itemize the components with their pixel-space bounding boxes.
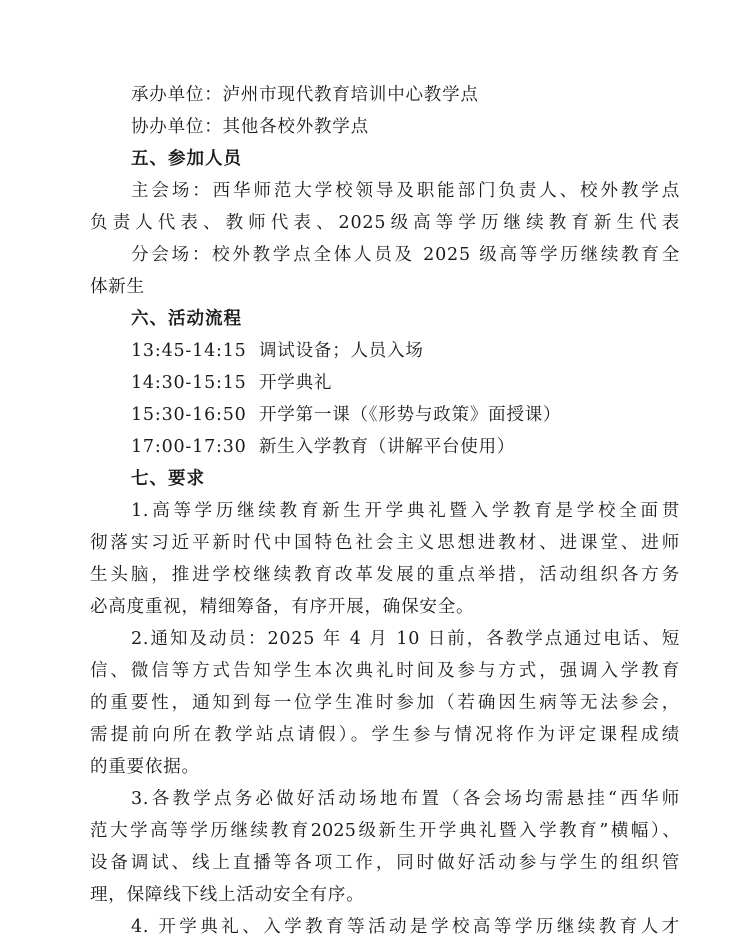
section-6-heading: 六、活动流程 (131, 309, 242, 329)
schedule-item: 开学典礼 (259, 373, 333, 393)
schedule-row (131, 435, 515, 459)
co-organizer-line: 协办单位：其他各校外教学点 (131, 117, 369, 137)
schedule-row (131, 371, 332, 395)
organizer-line: 承办单位：泸州市现代教育培训中心教学点 (131, 85, 479, 105)
requirement-3-line-2: 范大学高等学历继续教育2025级新生开学典礼暨入学教育”横幅）、 (90, 821, 680, 841)
schedule-item: 调试设备；人员入场 (259, 341, 424, 361)
schedule-time: 15:30-16:50 (131, 405, 247, 425)
section-5-heading: 五、参加人员 (131, 149, 242, 169)
branch-venue-line-2: 体新生 (90, 277, 145, 297)
schedule-time: 13:45-14:15 (131, 341, 247, 361)
requirement-1-line-4: 必高度重视，精细筹备，有序开展，确保安全。 (90, 597, 475, 617)
schedule-row (131, 339, 424, 363)
branch-venue-line-1: 分会场：校外教学点全体人员及 2025 级高等学历继续教育全 (131, 245, 680, 265)
requirement-1-line-1: 1.高等学历继续教育新生开学典礼暨入学教育是学校全面贯 (131, 501, 680, 521)
requirement-2-line-3: 的重要性，通知到每一位学生准时参加（若确因生病等无法参会， (90, 693, 680, 713)
requirement-2-line-5: 的重要依据。 (90, 757, 200, 777)
requirement-3-line-4: 理，保障线下线上活动安全有序。 (90, 885, 365, 905)
main-venue-line-2: 负责人代表、教师代表、2025级高等学历继续教育新生代表 (90, 213, 680, 233)
schedule-item: 新生入学教育（讲解平台使用） (259, 437, 516, 457)
requirement-2-line-4: 需提前向所在教学站点请假）。学生参与情况将作为评定课程成绩 (90, 725, 680, 745)
requirement-3-line-1: 3.各教学点务必做好活动场地布置（各会场均需悬挂“西华师 (131, 789, 680, 809)
schedule-row (131, 403, 561, 427)
requirement-1-line-2: 彻落实习近平新时代中国特色社会主义思想进教材、进课堂、进师 (90, 533, 680, 553)
schedule-item: 开学第一课（《形势与政策》面授课） (259, 405, 562, 425)
schedule-time: 14:30-15:15 (131, 373, 247, 393)
schedule-time: 17:00-17:30 (131, 437, 247, 457)
requirement-2-line-2: 信、微信等方式告知学生本次典礼时间及参与方式，强调入学教育 (90, 661, 680, 681)
requirement-3-line-3: 设备调试、线上直播等各项工作，同时做好活动参与学生的组织管 (90, 853, 680, 873)
requirement-4-line-1: 4. 开学典礼、入学教育等活动是学校高等学历继续教育人才 (131, 917, 680, 937)
main-venue-line-1: 主会场：西华师范大学校领导及职能部门负责人、校外教学点 (131, 181, 680, 201)
section-7-heading: 七、要求 (131, 469, 205, 489)
requirement-2-line-1: 2.通知及动员：2025 年 4 月 10 日前，各教学点通过电话、短 (131, 629, 680, 649)
requirement-1-line-3: 生头脑，推进学校继续教育改革发展的重点举措，活动组织各方务 (90, 565, 680, 585)
